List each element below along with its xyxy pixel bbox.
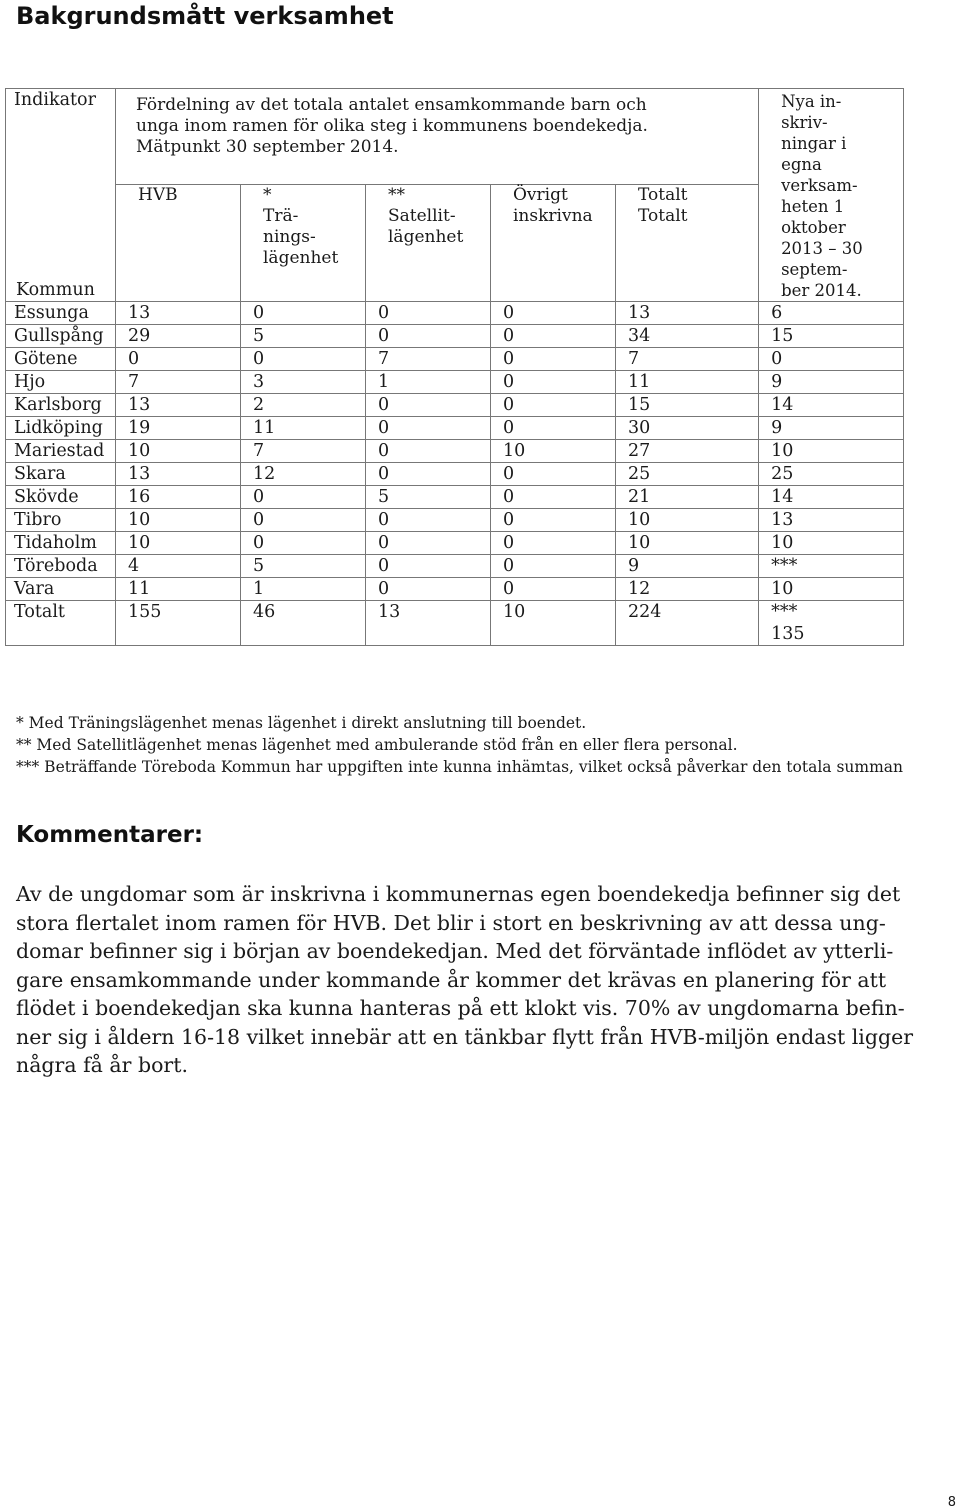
- kommun-cell: Lidköping: [6, 417, 116, 440]
- hvb-cell: 4: [116, 555, 241, 578]
- hvb-cell: 29: [116, 325, 241, 348]
- total-nya-note: ***: [771, 602, 798, 622]
- page-title: Bakgrundsmått verksamhet: [16, 2, 394, 30]
- total-row: [6, 601, 904, 646]
- kommun-cell: Mariestad: [6, 440, 116, 463]
- traning-cell: 0: [241, 509, 366, 532]
- nya-cell: 15: [759, 325, 904, 348]
- totalt-cell: 15: [616, 394, 759, 417]
- hvb-cell: 16: [116, 486, 241, 509]
- traning-cell: 0: [241, 348, 366, 371]
- nya-cell: 10: [759, 440, 904, 463]
- ovrigt-cell: 10: [491, 440, 616, 463]
- total-hvb-cell: 155: [116, 601, 241, 646]
- distribution-header: Fördelning av det totala antalet ensamkommande barn och unga inom ramen för olika steg i kommunens boendekedja. Mätpunkt 30 september 2014.: [116, 89, 759, 185]
- ovrigt-cell: 0: [491, 325, 616, 348]
- table-row: [6, 463, 904, 486]
- comment-line: Av de ungdomar som är inskrivna i kommunernas egen boendekedja befinner sig det: [16, 882, 901, 906]
- hvb-cell: 13: [116, 394, 241, 417]
- nya-cell: 9: [759, 371, 904, 394]
- satellit-cell: 0: [366, 578, 491, 601]
- ovrigt-cell: 0: [491, 394, 616, 417]
- totalt-cell: 10: [616, 509, 759, 532]
- column-header-satellitlagenhet: ** Satellit- lägenhet: [366, 185, 491, 302]
- totalt-cell: 21: [616, 486, 759, 509]
- total-kommun-cell: Totalt: [6, 601, 116, 646]
- footnote-1: * Med Träningslägenhet menas lägenhet i direkt anslutning till boendet.: [16, 714, 587, 732]
- totalt-cell: 7: [616, 348, 759, 371]
- column-header-traningslagenhet: * Trä- nings- lägenhet: [241, 185, 366, 302]
- traning-cell: 1: [241, 578, 366, 601]
- satellit-cell: 0: [366, 440, 491, 463]
- table-row: [6, 325, 904, 348]
- table-row: [6, 532, 904, 555]
- totalt-cell: 12: [616, 578, 759, 601]
- kommun-cell: Skövde: [6, 486, 116, 509]
- comments-heading: Kommentarer:: [16, 822, 204, 848]
- ovrigt-cell: 0: [491, 578, 616, 601]
- table-row: [6, 578, 904, 601]
- satellit-cell: 7: [366, 348, 491, 371]
- satellit-cell: 0: [366, 463, 491, 486]
- totalt-cell: 11: [616, 371, 759, 394]
- hvb-cell: 10: [116, 509, 241, 532]
- totalt-cell: 34: [616, 325, 759, 348]
- kommun-cell: Skara: [6, 463, 116, 486]
- table-row: [6, 394, 904, 417]
- satellit-cell: 0: [366, 509, 491, 532]
- footnote-2: ** Med Satellitlägenhet menas lägenhet med ambulerande stöd från en eller flera personal.: [16, 736, 738, 754]
- total-ovrigt-cell: 10: [491, 601, 616, 646]
- table-row: [6, 509, 904, 532]
- comment-line: flödet i boendekedjan ska kunna hanteras på ett klokt vis. 70% av ungdomarna befin-: [16, 996, 905, 1020]
- totalt-cell: 27: [616, 440, 759, 463]
- hvb-cell: 10: [116, 440, 241, 463]
- footnote-3: *** Beträffande Töreboda Kommun har uppgiften inte kunna inhämtas, vilket också påverkar den totala summan: [16, 758, 903, 776]
- totalt-cell: 13: [616, 302, 759, 325]
- ovrigt-cell: 0: [491, 302, 616, 325]
- kommun-cell: Vara: [6, 578, 116, 601]
- totalt-cell: 30: [616, 417, 759, 440]
- kommun-cell: Tidaholm: [6, 532, 116, 555]
- satellit-cell: 0: [366, 394, 491, 417]
- total-traning-cell: 46: [241, 601, 366, 646]
- comment-line: stora flertalet inom ramen för HVB. Det blir i stort en beskrivning av att dessa ung-: [16, 910, 886, 935]
- nya-cell: 0: [759, 348, 904, 371]
- ovrigt-cell: 0: [491, 509, 616, 532]
- satellit-cell: 0: [366, 417, 491, 440]
- data-table: [5, 88, 904, 646]
- ovrigt-cell: 0: [491, 463, 616, 486]
- ovrigt-cell: 0: [491, 532, 616, 555]
- indikator-header: Indikator: [6, 89, 116, 302]
- comment-line: några få år bort.: [16, 1053, 188, 1077]
- traning-cell: 5: [241, 325, 366, 348]
- table-row: [6, 302, 904, 325]
- kommun-cell: Tibro: [6, 509, 116, 532]
- table-row: [6, 440, 904, 463]
- traning-cell: 7: [241, 440, 366, 463]
- nya-cell: 10: [759, 532, 904, 555]
- hvb-cell: 0: [116, 348, 241, 371]
- nya-cell: 14: [759, 394, 904, 417]
- nya-cell: 6: [759, 302, 904, 325]
- table-row: [6, 555, 904, 578]
- total-totalt-cell: 224: [616, 601, 759, 646]
- table-row: [6, 486, 904, 509]
- totalt-cell: 9: [616, 555, 759, 578]
- hvb-cell: 11: [116, 578, 241, 601]
- ovrigt-cell: 0: [491, 348, 616, 371]
- traning-cell: 11: [241, 417, 366, 440]
- kommun-cell: Karlsborg: [6, 394, 116, 417]
- hvb-cell: 19: [116, 417, 241, 440]
- column-header-ovrigt-inskrivna: Övrigt inskrivna: [491, 185, 616, 302]
- satellit-cell: 0: [366, 302, 491, 325]
- kommun-cell: Gullspång: [6, 325, 116, 348]
- comment-line: ner sig i åldern 16-18 vilket innebär att en tänkbar flytt från HVB-miljön endast ligger: [16, 1024, 914, 1049]
- satellit-cell: 0: [366, 532, 491, 555]
- table-row: [6, 371, 904, 394]
- page-number: 8: [947, 1495, 956, 1510]
- hvb-cell: 7: [116, 371, 241, 394]
- kommun-cell: Töreboda: [6, 555, 116, 578]
- kommun-header: Kommun: [16, 280, 95, 300]
- nya-cell: 14: [759, 486, 904, 509]
- satellit-cell: 5: [366, 486, 491, 509]
- hvb-cell: 13: [116, 302, 241, 325]
- ovrigt-cell: 0: [491, 555, 616, 578]
- traning-cell: 0: [241, 486, 366, 509]
- table-row: [6, 417, 904, 440]
- nya-cell: 13: [759, 509, 904, 532]
- totalt-cell: 25: [616, 463, 759, 486]
- column-header-totalt: Totalt Totalt: [616, 185, 759, 302]
- traning-cell: 12: [241, 463, 366, 486]
- totalt-cell: 10: [616, 532, 759, 555]
- ovrigt-cell: 0: [491, 486, 616, 509]
- kommun-cell: Hjo: [6, 371, 116, 394]
- ovrigt-cell: 0: [491, 417, 616, 440]
- traning-cell: 0: [241, 532, 366, 555]
- nya-cell: ***: [759, 555, 904, 578]
- comment-line: domar befinner sig i början av boendekedjan. Med det förväntade inflödet av ytterli-: [16, 939, 894, 963]
- ovrigt-cell: 0: [491, 371, 616, 394]
- total-satellit-cell: 13: [366, 601, 491, 646]
- kommun-cell: Essunga: [6, 302, 116, 325]
- traning-cell: 5: [241, 555, 366, 578]
- nya-cell: 9: [759, 417, 904, 440]
- nya-cell: 10: [759, 578, 904, 601]
- nya-cell: 25: [759, 463, 904, 486]
- satellit-cell: 0: [366, 325, 491, 348]
- comment-line: gare ensamkommande under kommande år kommer det krävas en planering för att: [16, 967, 887, 992]
- total-nya-cell: [759, 601, 904, 646]
- total-nya-value: 135: [771, 624, 805, 644]
- footnotes: [16, 712, 956, 778]
- traning-cell: 2: [241, 394, 366, 417]
- traning-cell: 3: [241, 371, 366, 394]
- satellit-cell: 1: [366, 371, 491, 394]
- traning-cell: 0: [241, 302, 366, 325]
- nya-inskrivningar-header: Nya in- skriv- ningar i egna verksam- heten 1 oktober 2013 – 30 septem- ber 2014.: [759, 89, 904, 302]
- hvb-cell: 13: [116, 463, 241, 486]
- satellit-cell: 0: [366, 555, 491, 578]
- kommun-cell: Götene: [6, 348, 116, 371]
- hvb-cell: 10: [116, 532, 241, 555]
- column-header-hvb: HVB: [116, 185, 241, 302]
- comments-body: [16, 880, 960, 1080]
- table-row: [6, 348, 904, 371]
